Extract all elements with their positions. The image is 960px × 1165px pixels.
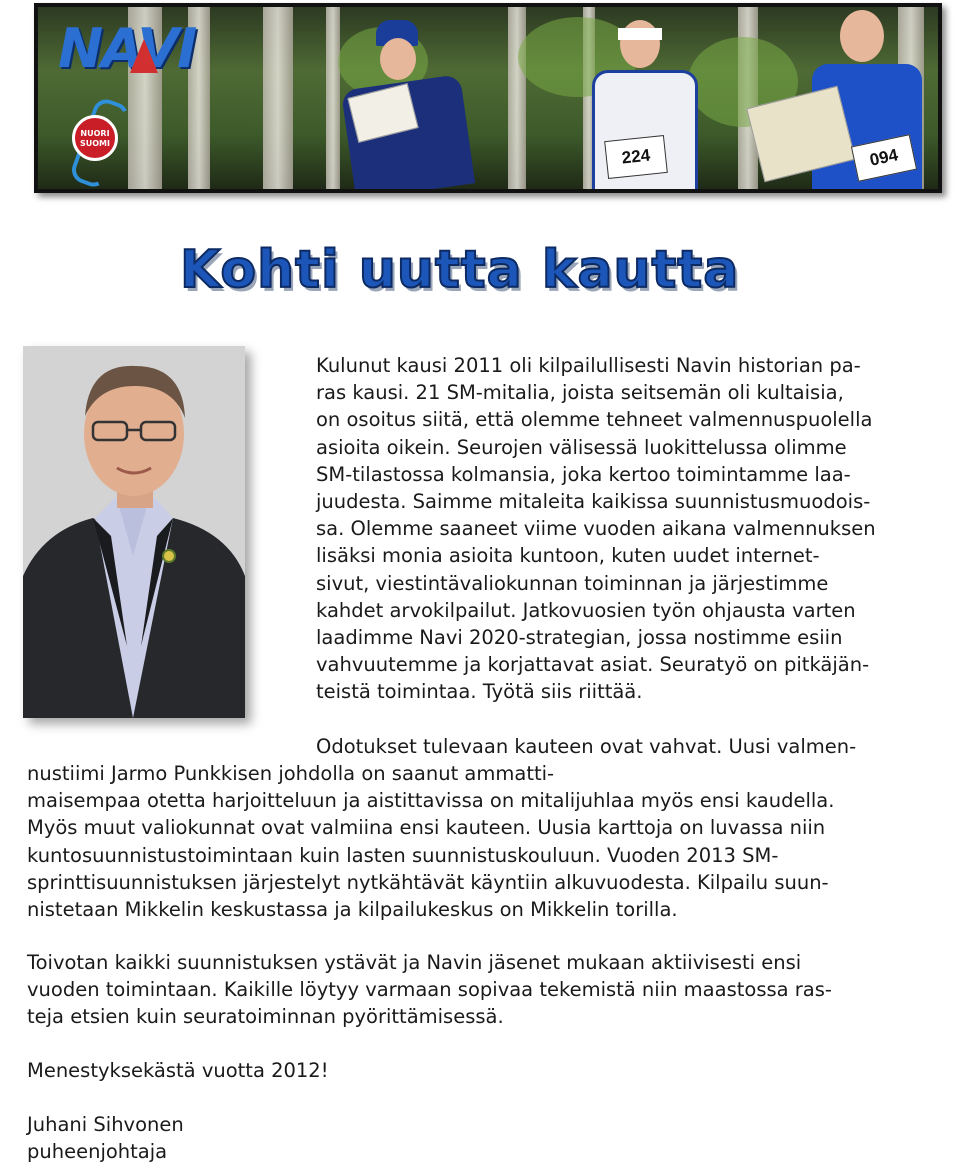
new-year-wish: Menestyksekästä vuotta 2012! — [27, 1059, 329, 1082]
navi-logo: NAVI — [58, 17, 196, 80]
bib-number: 094 — [851, 134, 917, 182]
bib-number: 224 — [604, 135, 668, 179]
page-title: Kohti uutta kautta — [180, 240, 740, 300]
signature: Juhani Sihvonen puheenjohtaja — [27, 1113, 184, 1164]
chairman-portrait — [23, 346, 245, 718]
header-banner — [34, 3, 942, 193]
paragraph-expectations-first-line: Odotukset tulevaan kauteen ovat vahvat. Uusi valmen- — [316, 735, 857, 758]
nuori-suomi-badge: NUORI SUOMI — [72, 115, 118, 161]
logo-arrow-icon — [130, 39, 158, 73]
paragraph-season-review: Kulunut kausi 2011 oli kilpailullisesti Navin historian pa- ras kausi. 21 SM-mitalia, joista seitsemän oli kultaisia, on osoitus siitä, että olemme tehneet valmennuspuolella asioita oikein. Seurojen välisessä luokittelussa olimme SM-tilastossa kolmansia, joka kertoo toimintamme laa- juudesta. Saimme mitaleita kaikissa suunnistusmuodois- sa. Olemme saaneet viime vuoden aikana valmennuksen lisäksi monia asioita kuntoon, kuten uudet internet- sivut, viestintävaliokunnan toiminnan ja järjestimme kahdet arvokilpailut. Jatkovuosien työn ohjausta varten laadimme Navi 2020-strategian, jossa nostimme esiin vahvuutemme ja korjattavat asiat. Seuratyö on pitkäjän- teistä toimintaa. Työtä siis riittää. — [316, 354, 876, 704]
runner-middle — [558, 4, 728, 189]
paragraph-expectations: nustiimi Jarmo Punkkisen johdolla on saanut ammatti- maisempaa otetta harjoitteluun ja aistittavissa on mitalijuhlaa myös ensi kaudella. Myös muut valiokunnat ovat valmiina ensi kauteen. Uusia karttoja on luvassa niin kuntosuunnistustoimintaan kuin lasten suunnistuskouluun. Vuoden 2013 SM- sprinttisuunnistuksen järjestelyt nytkähtävät käyntiin alkuvuodesta. Kilpailu suun- nistetaan Mikkelin keskustassa ja kilpailukeskus on Mikkelin torilla. — [27, 762, 835, 922]
runner-right — [758, 4, 942, 189]
paragraph-invitation: Toivotan kaikki suunnistuksen ystävät ja Navin jäsenet mukaan aktiivisesti ensi vuoden toimintaan. Kaikille löytyy varmaan sopivaa tekemistä niin maastossa ras- teja etsien kuin seuratoiminnan pyörittämisessä. — [27, 951, 832, 1029]
runner-left — [288, 4, 498, 189]
